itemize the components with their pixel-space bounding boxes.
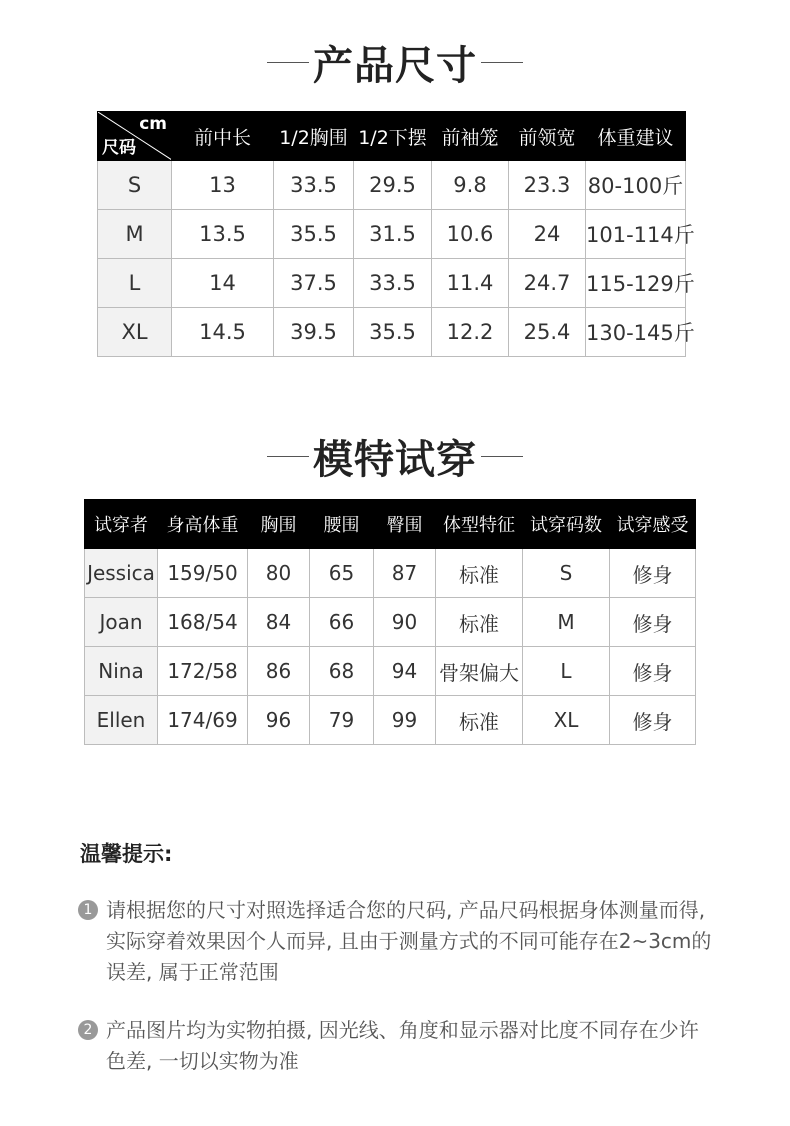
- model-name-cell: Joan: [85, 598, 158, 647]
- size-label-cell: S: [98, 161, 172, 210]
- size-value-cell: 10.6: [432, 210, 509, 259]
- corner-label: 尺码: [102, 138, 136, 158]
- size-value-cell: 33.5: [354, 259, 432, 308]
- size-value-cell: 35.5: [274, 210, 354, 259]
- size-value-cell: 80-100斤: [586, 161, 686, 210]
- tip-text: 请根据您的尺寸对照选择适合您的尺码, 产品尺码根据身体测量而得, 实际穿着效果因个人而异, 且由于测量方式的不同可能存在2~3cm的误差, 属于正常范围: [106, 898, 712, 984]
- size-value-cell: 23.3: [509, 161, 586, 210]
- model-value-cell: 174/69: [158, 696, 248, 745]
- model-value-cell: M: [523, 598, 610, 647]
- model-value-cell: 80: [248, 549, 310, 598]
- title-rule-right: [481, 62, 523, 63]
- model-value-cell: 94: [374, 647, 436, 696]
- tips-heading: 温馨提示:: [80, 842, 173, 866]
- table-row: [85, 696, 696, 745]
- model-header-cell: 身高体重: [158, 500, 248, 549]
- model-value-cell: 标准: [436, 696, 523, 745]
- table-row: [85, 598, 696, 647]
- size-header-cell: 1/2下摆: [354, 112, 432, 161]
- table-row: [85, 647, 696, 696]
- size-value-cell: 33.5: [274, 161, 354, 210]
- size-header-cell: 前袖笼: [432, 112, 509, 161]
- model-section-title: [0, 428, 790, 485]
- size-label-cell: L: [98, 259, 172, 308]
- size-header-cell: 前领宽: [509, 112, 586, 161]
- model-value-cell: 修身: [610, 647, 696, 696]
- model-value-cell: 修身: [610, 598, 696, 647]
- tip-number-badge: 1: [78, 900, 98, 920]
- table-row: [98, 210, 686, 259]
- size-value-cell: 35.5: [354, 308, 432, 357]
- model-value-cell: 65: [310, 549, 374, 598]
- table-row: [98, 259, 686, 308]
- model-header-cell: 臀围: [374, 500, 436, 549]
- model-header-cell: 胸围: [248, 500, 310, 549]
- size-section-title: [0, 34, 790, 91]
- model-value-cell: S: [523, 549, 610, 598]
- model-title-text: 模特试穿: [313, 437, 477, 483]
- title-rule-right: [481, 456, 523, 457]
- size-value-cell: 115-129斤: [586, 259, 686, 308]
- corner-unit: cm: [139, 114, 167, 134]
- model-value-cell: L: [523, 647, 610, 696]
- model-header-cell: 体型特征: [436, 500, 523, 549]
- model-header-cell: 试穿感受: [610, 500, 696, 549]
- tip-number-badge: 2: [78, 1020, 98, 1040]
- model-name-cell: Nina: [85, 647, 158, 696]
- model-value-cell: 修身: [610, 549, 696, 598]
- size-value-cell: 24.7: [509, 259, 586, 308]
- title-rule-left: [267, 62, 309, 63]
- model-header-cell: 试穿码数: [523, 500, 610, 549]
- model-value-cell: 172/58: [158, 647, 248, 696]
- model-value-cell: 168/54: [158, 598, 248, 647]
- size-label-cell: XL: [98, 308, 172, 357]
- table-row: [85, 549, 696, 598]
- size-value-cell: 31.5: [354, 210, 432, 259]
- size-value-cell: 12.2: [432, 308, 509, 357]
- model-header-cell: 试穿者: [85, 500, 158, 549]
- size-value-cell: 101-114斤: [586, 210, 686, 259]
- tip-item: [78, 1015, 718, 1077]
- size-title-text: 产品尺寸: [313, 43, 477, 89]
- size-value-cell: 14.5: [172, 308, 274, 357]
- size-value-cell: 11.4: [432, 259, 509, 308]
- size-header-cell: 前中长: [172, 112, 274, 161]
- size-value-cell: 130-145斤: [586, 308, 686, 357]
- size-value-cell: 39.5: [274, 308, 354, 357]
- size-header-cell: 1/2胸围: [274, 112, 354, 161]
- model-fitting-table: [84, 499, 696, 745]
- table-row: [98, 308, 686, 357]
- size-value-cell: 29.5: [354, 161, 432, 210]
- size-value-cell: 13.5: [172, 210, 274, 259]
- model-value-cell: 骨架偏大: [436, 647, 523, 696]
- title-rule-left: [267, 456, 309, 457]
- model-table-header-row: [85, 500, 696, 549]
- size-table: [97, 111, 695, 357]
- model-value-cell: 标准: [436, 549, 523, 598]
- corner-cell: [98, 112, 172, 161]
- model-value-cell: 79: [310, 696, 374, 745]
- model-value-cell: 84: [248, 598, 310, 647]
- size-table-header-row: [98, 112, 686, 161]
- model-name-cell: Ellen: [85, 696, 158, 745]
- model-value-cell: 66: [310, 598, 374, 647]
- model-name-cell: Jessica: [85, 549, 158, 598]
- model-value-cell: 99: [374, 696, 436, 745]
- size-value-cell: 13: [172, 161, 274, 210]
- tip-text: 产品图片均为实物拍摄, 因光线、角度和显示器对比度不同存在少许色差, 一切以实物为准: [106, 1018, 699, 1073]
- table-row: [98, 161, 686, 210]
- model-value-cell: 159/50: [158, 549, 248, 598]
- model-value-cell: 修身: [610, 696, 696, 745]
- size-value-cell: 9.8: [432, 161, 509, 210]
- size-value-cell: 14: [172, 259, 274, 308]
- size-value-cell: 24: [509, 210, 586, 259]
- size-header-cell: 体重建议: [586, 112, 686, 161]
- size-value-cell: 37.5: [274, 259, 354, 308]
- size-label-cell: M: [98, 210, 172, 259]
- model-value-cell: 86: [248, 647, 310, 696]
- size-value-cell: 25.4: [509, 308, 586, 357]
- tip-item: [78, 895, 718, 988]
- model-value-cell: XL: [523, 696, 610, 745]
- model-header-cell: 腰围: [310, 500, 374, 549]
- model-value-cell: 90: [374, 598, 436, 647]
- model-value-cell: 标准: [436, 598, 523, 647]
- model-value-cell: 87: [374, 549, 436, 598]
- model-value-cell: 68: [310, 647, 374, 696]
- model-value-cell: 96: [248, 696, 310, 745]
